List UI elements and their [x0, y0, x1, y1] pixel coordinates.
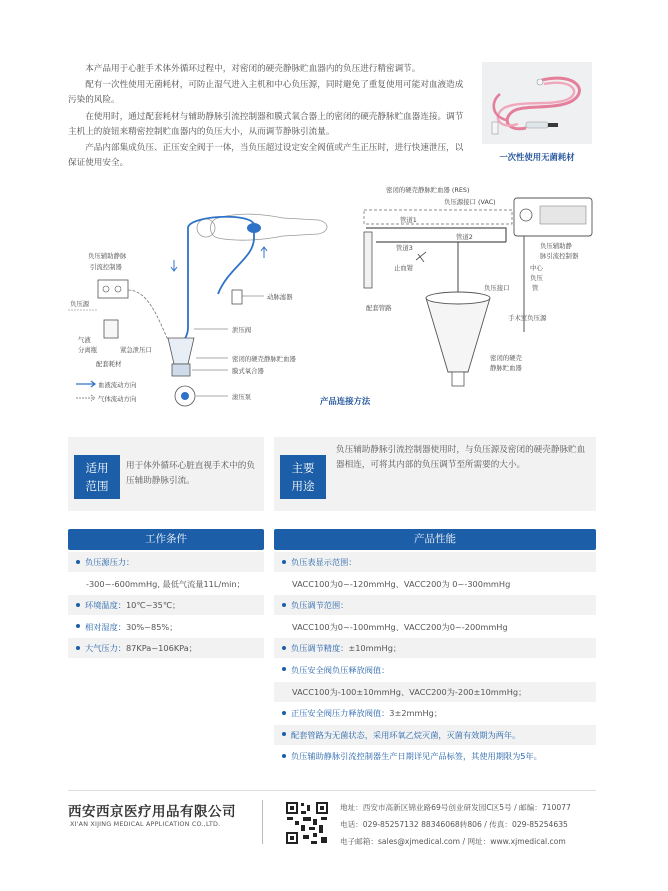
- separator-icon: [104, 320, 118, 338]
- footer-address: 地址：西安市高新区锦业路69号创业研发园C区5号 / 邮编：710077: [340, 803, 571, 812]
- hardshell-reservoir-icon: [426, 298, 490, 372]
- label-controller-2: 引流控制器: [90, 263, 122, 271]
- gas-flow-legend-arrow: [76, 395, 95, 401]
- performance-row: 配套管路为无菌状态，采用环氧乙烷灭菌，灭菌有效期为两年。: [274, 725, 596, 745]
- bullet-icon: [76, 560, 80, 564]
- label-hard-1: 密闭的硬壳: [490, 354, 522, 362]
- clamp-icon: [416, 252, 426, 262]
- qr-code-icon: [285, 801, 329, 845]
- label-filter: 动脉滤器: [267, 293, 293, 301]
- label-controller: 负压辅助静脉: [88, 252, 127, 260]
- label-center-3: 管: [532, 284, 539, 292]
- condition-row: 大气压力：87KPa~106KPa；: [68, 638, 264, 658]
- bullet-icon: [282, 646, 286, 650]
- intro-paragraph: 本产品用于心脏手术体外循环过程中，对密闭的硬壳静脉贮血器内的负压进行精密调节。: [85, 64, 421, 74]
- label-pump: 滚压泵: [232, 393, 252, 401]
- usage-scope-tag: 适用 范围: [74, 455, 120, 499]
- company-name-cn: 西安西京医疗用品有限公司: [68, 804, 236, 820]
- performance-row: VACC100为0~-120mmHg、VACC200为 0~-300mmHg: [274, 574, 596, 594]
- performance-row: 负压辅助静脉引流控制器生产日期详见产品标签，其使用期限为5年。: [274, 746, 596, 766]
- bullet-icon: [282, 711, 286, 715]
- label-tube1: 管道1: [400, 216, 417, 224]
- label-controller-1: 负压辅助静: [540, 242, 572, 250]
- performance-row: 负压表显示范围：: [274, 552, 596, 572]
- label-manual: 手术室负压源: [508, 314, 547, 322]
- product-photo: [482, 62, 592, 144]
- label-separator-1: 气液: [78, 336, 91, 344]
- footer-email: 电子邮箱：sales@xjmedical.com / 网址：www.xjmedical.com: [340, 837, 566, 846]
- bullet-icon: [282, 603, 286, 607]
- patient-body-outline: [211, 214, 328, 240]
- label-source: 负压源: [70, 300, 90, 308]
- intro-paragraph: 配有一次性使用无菌耗材，可防止湿气进入主机和中心负压源，同时避免了重复使用可能对血液造成污染的风险。: [68, 80, 464, 106]
- usage-scope-box: [68, 437, 264, 511]
- footer-phone: 电话：029-85257132 88346068转806 / 传真：029-85254635: [340, 820, 568, 829]
- condition-row: -300~-600mmHg, 最低气流量11L/min；: [68, 574, 264, 594]
- main-use-tag: 主要 用途: [280, 455, 326, 499]
- blood-flow-legend-arrow: [76, 381, 95, 387]
- performance-title: 产品性能: [274, 529, 596, 550]
- footer-divider: [68, 790, 596, 791]
- tubing-illustration: [482, 62, 592, 144]
- label-consumable: 配套耗材: [96, 360, 122, 368]
- performance-row: VACC100为0~-100mmHg、VACC200为0~-200mmHg: [274, 617, 596, 637]
- bullet-icon: [282, 667, 286, 671]
- legend-blood: 血液流动方向: [98, 381, 137, 389]
- label-test-valve: 泄压阀: [232, 326, 252, 334]
- connection-title: 产品连接方法: [320, 396, 371, 406]
- bullet-icon: [282, 732, 286, 736]
- bullet-icon: [76, 603, 80, 607]
- label-pressure-port: 负压接口: [484, 284, 510, 292]
- label-res: 密闭的硬壳静脉贮血器 (RES): [386, 186, 470, 194]
- label-controller-2: 脉引流控制器: [540, 252, 579, 260]
- controller-icon: [98, 280, 128, 298]
- label-separator-2: 分离瓶: [78, 346, 98, 354]
- main-use-box: [274, 437, 596, 511]
- patient-head-outline: [197, 219, 215, 237]
- condition-row: 环境温度：10℃~35℃；: [68, 595, 264, 615]
- label-relief: 紧急泄压口: [120, 346, 152, 354]
- filter-tube-icon: [364, 232, 372, 288]
- main-use-text: 负压辅助静脉引流控制器使用时，与负压源及密闭的硬壳静脉贮血器相连，可将其内部的负压调节至所需要的大小。: [336, 445, 586, 470]
- working-conditions-panel: [68, 529, 264, 660]
- label-tube3: 管道3: [396, 244, 413, 252]
- label-clamp: 止血钳: [394, 264, 414, 272]
- legend-gas: 气体流动方向: [98, 395, 137, 403]
- usage-scope-text: 用于体外循环心脏直视手术中的负压辅助静脉引流。: [126, 461, 255, 486]
- oxygenator-icon: [172, 364, 190, 376]
- performance-row: 负压安全阀负压释放阀值：: [274, 660, 596, 680]
- performance-row: 负压调节范围：: [274, 595, 596, 615]
- label-reservoir: 密闭的硬壳静脉贮血器: [232, 355, 296, 363]
- working-conditions-title: 工作条件: [68, 529, 264, 550]
- performance-panel: [274, 529, 596, 768]
- label-tubes: 配套管路: [366, 304, 392, 312]
- bullet-icon: [76, 646, 80, 650]
- bullet-icon: [282, 560, 286, 564]
- intro-paragraph: 产品内部集成负压、正压安全阀于一体，当负压超过设定安全阀值或产生正压时，进行快速泄压，以保证使用安全。: [68, 143, 464, 169]
- intro-text: [68, 62, 468, 172]
- company-name-en: XI'AN XIJING MEDICAL APPLICATION CO.,LTD.: [70, 820, 221, 828]
- condition-row: 负压源压力：: [68, 552, 264, 572]
- bullet-icon: [282, 754, 286, 758]
- label-vac: 负压源接口 (VAC): [444, 198, 496, 206]
- intro-paragraph: 在使用时，通过配套耗材与辅助静脉引流控制器和膜式氧合器上的密闭的硬壳静脉贮血器连接。调节主机上的旋钮来精密控制贮血器内的负压大小，从而调节静脉引流量。: [68, 111, 464, 137]
- label-hard-2: 静脉贮血器: [490, 364, 522, 372]
- label-oxygenator: 膜式氧合器: [232, 367, 264, 375]
- arterial-filter-icon: [232, 290, 242, 304]
- reservoir-icon: [168, 338, 194, 364]
- footer-separator: [262, 800, 263, 844]
- product-caption: 一次性使用无菌耗材: [499, 152, 575, 162]
- bullet-icon: [76, 624, 80, 628]
- performance-row: 正压安全阀压力释放阀值：3±2mmHg；: [274, 703, 596, 723]
- performance-row: VACC100为-100±10mmHg、VACC200为-200±10mmHg；: [274, 682, 596, 702]
- connection-diagram: [320, 182, 600, 414]
- label-tube2: 管道2: [456, 233, 473, 241]
- performance-row: 负压调节精度：±10mmHg；: [274, 638, 596, 658]
- label-center-1: 中心: [530, 264, 543, 272]
- condition-row: 相对湿度：30%~85%；: [68, 617, 264, 637]
- label-center-2: 负压: [530, 274, 543, 282]
- circuit-diagram: [68, 198, 338, 418]
